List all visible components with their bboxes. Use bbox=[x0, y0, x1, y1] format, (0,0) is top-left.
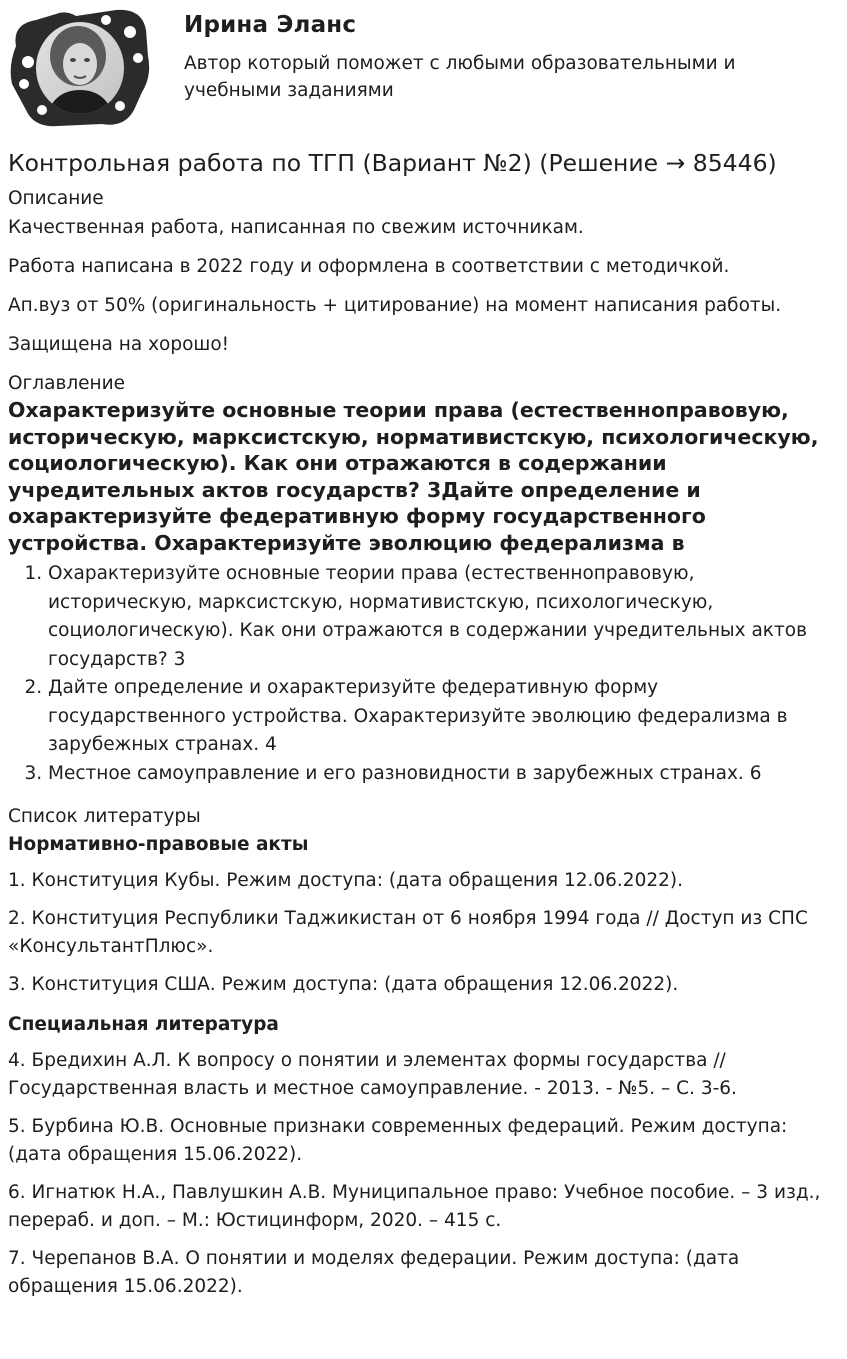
toc-heading: Охарактеризуйте основные теории права (естественноправовую, историческую, марксистскую, нормативистскую, психологическую, социологическую). Как они отражаются в содержании учредительных актов государств? 3Дайте определение и охарактеризуйте федеративную форму государственного устройства. Охарактеризуйте эволюцию федерализма в bbox=[8, 398, 819, 555]
page-title: Контрольная работа по ТГП (Вариант №2) (Решение → 85446) bbox=[8, 149, 777, 177]
author-description: Автор который поможет с любыми образовательными и учебными заданиями bbox=[184, 53, 736, 101]
reference-item: 5. Бурбина Ю.В. Основные признаки современных федераций. Режим доступа: (дата обращения 15.06.2022). bbox=[8, 1116, 788, 1165]
normative-acts-heading: Нормативно-правовые акты bbox=[8, 834, 309, 855]
reference-item: 2. Конституция Республики Таджикистан от 6 ноября 1994 года // Доступ из СПС «КонсультантПлюс». bbox=[8, 908, 808, 957]
description-label: Описание bbox=[8, 188, 104, 209]
toc-item: 1. Охарактеризуйте основные теории права (естественноправовую, историческую, марксистскую, нормативистскую, психологическую, социологическую). Как они отражаются в содержании учредительных актов государств? 3 bbox=[48, 560, 840, 674]
author-header bbox=[0, 0, 847, 140]
reference-item: 4. Бредихин А.Л. К вопросу о понятии и элементах формы государства // Государственная власть и местное самоуправление. - 2013. - №5. – С. 3-6. bbox=[8, 1050, 737, 1099]
description-paragraph: Защищена на хорошо! bbox=[8, 334, 230, 355]
toc-item: 2. Дайте определение и охарактеризуйте федеративную форму государственного устройства. Охарактеризуйте эволюцию федерализма в зарубежных странах. 4 bbox=[48, 674, 840, 760]
toc-label: Оглавление bbox=[8, 373, 126, 394]
toc-item: 3. Местное самоуправление и его разновидности в зарубежных странах. 6 bbox=[48, 760, 840, 789]
document-content bbox=[8, 147, 840, 1301]
bibliography-label: Список литературы bbox=[8, 806, 201, 827]
reference-item: 1. Конституция Кубы. Режим доступа: (дата обращения 12.06.2022). bbox=[8, 870, 683, 891]
reference-item: 3. Конституция США. Режим доступа: (дата обращения 12.06.2022). bbox=[8, 974, 679, 995]
toc-list bbox=[8, 560, 840, 788]
avatar-photo-icon bbox=[6, 6, 152, 128]
author-name[interactable]: Ирина Эланс bbox=[184, 12, 357, 38]
description-paragraph: Качественная работа, написанная по свежим источникам. bbox=[8, 217, 584, 238]
description-paragraph: Ап.вуз от 50% (оригинальность + цитирование) на момент написания работы. bbox=[8, 295, 782, 316]
reference-item: 7. Черепанов В.А. О понятии и моделях федерации. Режим доступа: (дата обращения 15.06.2022). bbox=[8, 1248, 740, 1297]
avatar[interactable] bbox=[6, 6, 152, 128]
reference-item: 6. Игнатюк Н.А., Павлушкин А.В. Муниципальное право: Учебное пособие. – 3 изд., перераб. и доп. – М.: Юстицинформ, 2020. – 415 с. bbox=[8, 1182, 821, 1231]
special-literature-heading: Специальная литература bbox=[8, 1014, 279, 1035]
description-paragraph: Работа написана в 2022 году и оформлена в соответствии с методичкой. bbox=[8, 256, 730, 277]
